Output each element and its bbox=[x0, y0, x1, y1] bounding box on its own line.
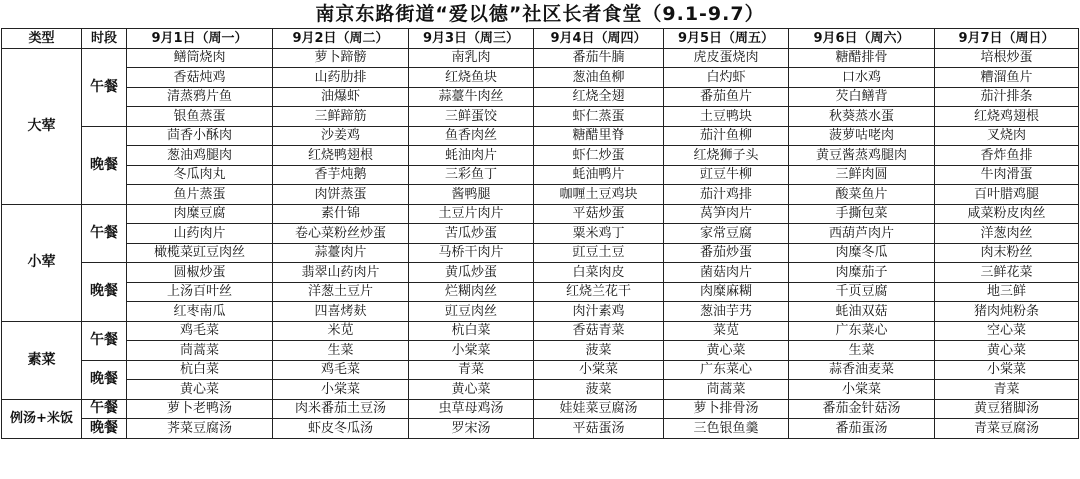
meal-period-cell: 晚餐 bbox=[82, 419, 127, 439]
menu-table bbox=[1, 28, 1079, 439]
dish-cell: 蒜薹肉片 bbox=[273, 243, 409, 263]
dish-cell: 白灼虾 bbox=[664, 68, 789, 88]
dish-cell: 猪肉炖粉条 bbox=[935, 302, 1079, 322]
meal-period-cell: 午餐 bbox=[82, 321, 127, 360]
dish-cell: 香芋炖鹅 bbox=[273, 165, 409, 185]
dish-cell: 青菜 bbox=[409, 360, 534, 380]
dish-cell: 菠菜 bbox=[534, 341, 664, 361]
dish-cell: 肉米番茄土豆汤 bbox=[273, 399, 409, 419]
table-row bbox=[2, 185, 1079, 205]
dish-cell: 酱鸭腿 bbox=[409, 185, 534, 205]
dish-cell: 青菜豆腐汤 bbox=[935, 419, 1079, 439]
page-title: 南京东路街道“爱以德”社区长者食堂（9.1-9.7） bbox=[315, 3, 765, 25]
dish-cell: 肉糜豆腐 bbox=[127, 204, 273, 224]
dish-cell: 橄榄菜豇豆肉丝 bbox=[127, 243, 273, 263]
meal-period-cell: 晚餐 bbox=[82, 360, 127, 399]
dish-cell: 口水鸡 bbox=[789, 68, 935, 88]
dish-cell: 三色银鱼羹 bbox=[664, 419, 789, 439]
dish-cell: 糖醋里脊 bbox=[534, 126, 664, 146]
dish-cell: 三彩鱼丁 bbox=[409, 165, 534, 185]
dish-cell: 地三鲜 bbox=[935, 282, 1079, 302]
dish-cell: 沙姜鸡 bbox=[273, 126, 409, 146]
dish-cell: 菠菜 bbox=[534, 380, 664, 400]
category-cell: 大荤 bbox=[2, 48, 82, 204]
dish-cell: 杭白菜 bbox=[127, 360, 273, 380]
dish-cell: 菌菇肉片 bbox=[664, 263, 789, 283]
header-day-4: 9月4日（周四） bbox=[534, 29, 664, 49]
dish-cell: 杭白菜 bbox=[409, 321, 534, 341]
dish-cell: 鳝筒烧肉 bbox=[127, 48, 273, 68]
dish-cell: 菠萝咕咾肉 bbox=[789, 126, 935, 146]
dish-cell: 小棠菜 bbox=[534, 360, 664, 380]
dish-cell: 豇豆土豆 bbox=[534, 243, 664, 263]
dish-cell: 茴香小酥肉 bbox=[127, 126, 273, 146]
table-row bbox=[2, 107, 1079, 127]
dish-cell: 青菜 bbox=[935, 380, 1079, 400]
table-row bbox=[2, 243, 1079, 263]
dish-cell: 空心菜 bbox=[935, 321, 1079, 341]
table-row bbox=[2, 380, 1079, 400]
dish-cell: 三鲜蹄筋 bbox=[273, 107, 409, 127]
dish-cell: 虾仁蒸蛋 bbox=[534, 107, 664, 127]
dish-cell: 清蒸鸦片鱼 bbox=[127, 87, 273, 107]
dish-cell: 鱼片蒸蛋 bbox=[127, 185, 273, 205]
dish-cell: 小棠菜 bbox=[409, 341, 534, 361]
dish-cell: 红烧兰花干 bbox=[534, 282, 664, 302]
table-row bbox=[2, 68, 1079, 88]
dish-cell: 牛肉滑蛋 bbox=[935, 165, 1079, 185]
dish-cell: 小棠菜 bbox=[273, 380, 409, 400]
dish-cell: 红烧狮子头 bbox=[664, 146, 789, 166]
dish-cell: 茄汁排条 bbox=[935, 87, 1079, 107]
table-row bbox=[2, 399, 1079, 419]
dish-cell: 黄心菜 bbox=[935, 341, 1079, 361]
dish-cell: 番茄鱼片 bbox=[664, 87, 789, 107]
dish-cell: 百叶腊鸡腿 bbox=[935, 185, 1079, 205]
table-row bbox=[2, 419, 1079, 439]
dish-cell: 四喜烤麸 bbox=[273, 302, 409, 322]
dish-cell: 萝卜排骨汤 bbox=[664, 399, 789, 419]
dish-cell: 三鲜花菜 bbox=[935, 263, 1079, 283]
dish-cell: 菜苋 bbox=[664, 321, 789, 341]
header-day-2: 9月2日（周二） bbox=[273, 29, 409, 49]
dish-cell: 平菇炒蛋 bbox=[534, 204, 664, 224]
dish-cell: 红烧鸡翅根 bbox=[935, 107, 1079, 127]
dish-cell: 红烧鱼块 bbox=[409, 68, 534, 88]
dish-cell: 蒜薹牛肉丝 bbox=[409, 87, 534, 107]
dish-cell: 山药肉片 bbox=[127, 224, 273, 244]
dish-cell: 银鱼蒸蛋 bbox=[127, 107, 273, 127]
dish-cell: 荠菜豆腐汤 bbox=[127, 419, 273, 439]
header-day-5: 9月5日（周五） bbox=[664, 29, 789, 49]
dish-cell: 西葫芦肉片 bbox=[789, 224, 935, 244]
dish-cell: 虾皮冬瓜汤 bbox=[273, 419, 409, 439]
dish-cell: 糟溜鱼片 bbox=[935, 68, 1079, 88]
table-row bbox=[2, 302, 1079, 322]
table-row bbox=[2, 48, 1079, 68]
dish-cell: 白菜肉皮 bbox=[534, 263, 664, 283]
dish-cell: 土豆鸭块 bbox=[664, 107, 789, 127]
dish-cell: 土豆片肉片 bbox=[409, 204, 534, 224]
dish-cell: 芡白鳝背 bbox=[789, 87, 935, 107]
meal-period-cell: 午餐 bbox=[82, 48, 127, 126]
dish-cell: 香菇青菜 bbox=[534, 321, 664, 341]
dish-cell: 素什锦 bbox=[273, 204, 409, 224]
dish-cell: 千页豆腐 bbox=[789, 282, 935, 302]
dish-cell: 平菇蛋汤 bbox=[534, 419, 664, 439]
dish-cell: 肉糜茄子 bbox=[789, 263, 935, 283]
dish-cell: 豇豆肉丝 bbox=[409, 302, 534, 322]
table-row bbox=[2, 165, 1079, 185]
header-day-1: 9月1日（周一） bbox=[127, 29, 273, 49]
dish-cell: 叉烧肉 bbox=[935, 126, 1079, 146]
dish-cell: 卷心菜粉丝炒蛋 bbox=[273, 224, 409, 244]
dish-cell: 萝卜蹄髈 bbox=[273, 48, 409, 68]
dish-cell: 虎皮蛋烧肉 bbox=[664, 48, 789, 68]
dish-cell: 黄心菜 bbox=[409, 380, 534, 400]
meal-period-cell: 晚餐 bbox=[82, 126, 127, 204]
dish-cell: 酸菜鱼片 bbox=[789, 185, 935, 205]
header-day-7: 9月7日（周日） bbox=[935, 29, 1079, 49]
table-row bbox=[2, 360, 1079, 380]
dish-cell: 糖醋排骨 bbox=[789, 48, 935, 68]
table-row bbox=[2, 146, 1079, 166]
category-cell: 小荤 bbox=[2, 204, 82, 321]
dish-cell: 黄豆猪脚汤 bbox=[935, 399, 1079, 419]
dish-cell: 罗宋汤 bbox=[409, 419, 534, 439]
category-cell: 例汤+米饭 bbox=[2, 399, 82, 438]
dish-cell: 葱油芋艿 bbox=[664, 302, 789, 322]
table-row bbox=[2, 126, 1079, 146]
dish-cell: 南乳肉 bbox=[409, 48, 534, 68]
table-row bbox=[2, 204, 1079, 224]
dish-cell: 蚝油双菇 bbox=[789, 302, 935, 322]
header-meal: 时段 bbox=[82, 29, 127, 49]
dish-cell: 上汤百叶丝 bbox=[127, 282, 273, 302]
dish-cell: 手撕包菜 bbox=[789, 204, 935, 224]
dish-cell: 肉汁素鸡 bbox=[534, 302, 664, 322]
dish-cell: 广东菜心 bbox=[664, 360, 789, 380]
table-row bbox=[2, 224, 1079, 244]
dish-cell: 苦瓜炒蛋 bbox=[409, 224, 534, 244]
dish-cell: 油爆虾 bbox=[273, 87, 409, 107]
dish-cell: 莴笋肉片 bbox=[664, 204, 789, 224]
dish-cell: 红枣南瓜 bbox=[127, 302, 273, 322]
dish-cell: 洋葱土豆片 bbox=[273, 282, 409, 302]
table-row bbox=[2, 263, 1079, 283]
dish-cell: 粟米鸡丁 bbox=[534, 224, 664, 244]
table-row bbox=[2, 321, 1079, 341]
dish-cell: 番茄金针菇汤 bbox=[789, 399, 935, 419]
category-cell: 素菜 bbox=[2, 321, 82, 399]
dish-cell: 三鲜蛋饺 bbox=[409, 107, 534, 127]
dish-cell: 山药肋排 bbox=[273, 68, 409, 88]
dish-cell: 鸡毛菜 bbox=[127, 321, 273, 341]
dish-cell: 葱油鸡腿肉 bbox=[127, 146, 273, 166]
dish-cell: 冬瓜肉丸 bbox=[127, 165, 273, 185]
dish-cell: 肉糜麻糊 bbox=[664, 282, 789, 302]
dish-cell: 番茄蛋汤 bbox=[789, 419, 935, 439]
dish-cell: 茼蒿菜 bbox=[127, 341, 273, 361]
dish-cell: 咸菜粉皮肉丝 bbox=[935, 204, 1079, 224]
dish-cell: 黄豆酱蒸鸡腿肉 bbox=[789, 146, 935, 166]
dish-cell: 广东菜心 bbox=[789, 321, 935, 341]
dish-cell: 红烧全翅 bbox=[534, 87, 664, 107]
meal-period-cell: 晚餐 bbox=[82, 263, 127, 322]
header-day-3: 9月3日（周三） bbox=[409, 29, 534, 49]
dish-cell: 家常豆腐 bbox=[664, 224, 789, 244]
dish-cell: 肉糜冬瓜 bbox=[789, 243, 935, 263]
dish-cell: 蚝油肉片 bbox=[409, 146, 534, 166]
dish-cell: 生菜 bbox=[789, 341, 935, 361]
dish-cell: 茄汁鸡排 bbox=[664, 185, 789, 205]
dish-cell: 番茄炒蛋 bbox=[664, 243, 789, 263]
dish-cell: 黄瓜炒蛋 bbox=[409, 263, 534, 283]
dish-cell: 黄心菜 bbox=[664, 341, 789, 361]
dish-cell: 豇豆牛柳 bbox=[664, 165, 789, 185]
dish-cell: 米苋 bbox=[273, 321, 409, 341]
dish-cell: 茄汁鱼柳 bbox=[664, 126, 789, 146]
dish-cell: 虾仁炒蛋 bbox=[534, 146, 664, 166]
dish-cell: 肉末粉丝 bbox=[935, 243, 1079, 263]
dish-cell: 香炸鱼排 bbox=[935, 146, 1079, 166]
dish-cell: 茼蒿菜 bbox=[664, 380, 789, 400]
dish-cell: 蚝油鸭片 bbox=[534, 165, 664, 185]
dish-cell: 红烧鸭翅根 bbox=[273, 146, 409, 166]
header-category: 类型 bbox=[2, 29, 82, 49]
dish-cell: 肉饼蒸蛋 bbox=[273, 185, 409, 205]
dish-cell: 咖喱土豆鸡块 bbox=[534, 185, 664, 205]
header-row bbox=[2, 29, 1079, 49]
dish-cell: 虫草母鸡汤 bbox=[409, 399, 534, 419]
dish-cell: 蒜香油麦菜 bbox=[789, 360, 935, 380]
table-row bbox=[2, 87, 1079, 107]
header-day-6: 9月6日（周六） bbox=[789, 29, 935, 49]
dish-cell: 小棠菜 bbox=[789, 380, 935, 400]
dish-cell: 葱油鱼柳 bbox=[534, 68, 664, 88]
table-row bbox=[2, 341, 1079, 361]
dish-cell: 香菇炖鸡 bbox=[127, 68, 273, 88]
dish-cell: 小棠菜 bbox=[935, 360, 1079, 380]
dish-cell: 三鲜肉圆 bbox=[789, 165, 935, 185]
dish-cell: 黄心菜 bbox=[127, 380, 273, 400]
dish-cell: 娃娃菜豆腐汤 bbox=[534, 399, 664, 419]
dish-cell: 鱼香肉丝 bbox=[409, 126, 534, 146]
dish-cell: 生菜 bbox=[273, 341, 409, 361]
dish-cell: 番茄牛腩 bbox=[534, 48, 664, 68]
dish-cell: 翡翠山药肉片 bbox=[273, 263, 409, 283]
dish-cell: 培根炒蛋 bbox=[935, 48, 1079, 68]
dish-cell: 洋葱肉丝 bbox=[935, 224, 1079, 244]
dish-cell: 烂糊肉丝 bbox=[409, 282, 534, 302]
meal-period-cell: 午餐 bbox=[82, 399, 127, 419]
dish-cell: 萝卜老鸭汤 bbox=[127, 399, 273, 419]
dish-cell: 马桥干肉片 bbox=[409, 243, 534, 263]
dish-cell: 秋葵蒸水蛋 bbox=[789, 107, 935, 127]
meal-period-cell: 午餐 bbox=[82, 204, 127, 263]
dish-cell: 圆椒炒蛋 bbox=[127, 263, 273, 283]
dish-cell: 鸡毛菜 bbox=[273, 360, 409, 380]
table-row bbox=[2, 282, 1079, 302]
